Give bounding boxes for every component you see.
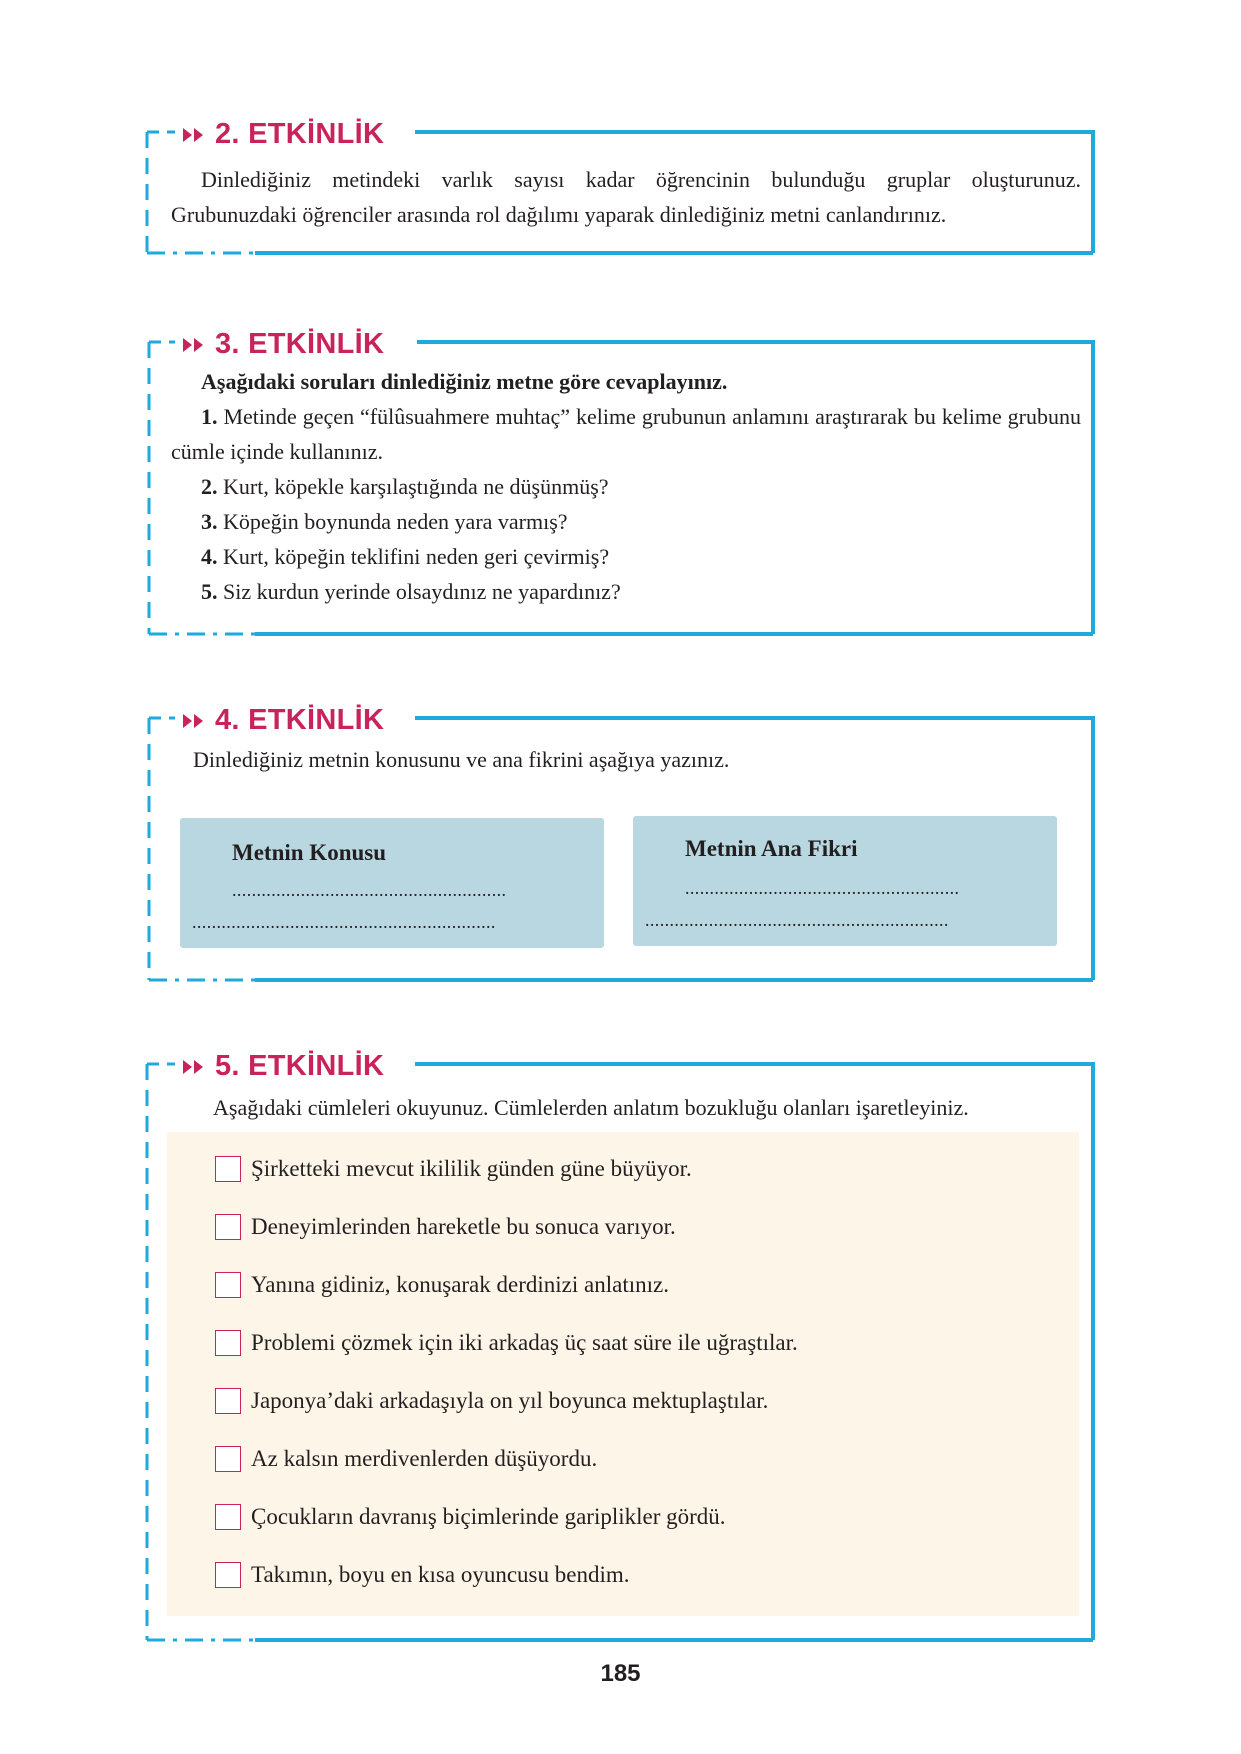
double-arrow-icon	[183, 128, 205, 142]
checkbox[interactable]	[215, 1446, 241, 1472]
main-idea-card	[633, 816, 1057, 946]
question-3: 3. Köpeğin boynunda neden yara varmış?	[201, 509, 568, 534]
activity-instruction: Dinlediğiniz metnin konusunu ve ana fikrini aşağıya yazınız.	[193, 747, 730, 772]
page-number: 185	[600, 1660, 641, 1687]
card-title: Metnin Ana Fikri	[685, 836, 858, 861]
double-arrow-icon	[183, 714, 205, 728]
sentence-text: Deneyimlerinden hareketle bu sonuca varıyor.	[251, 1214, 676, 1239]
checkbox[interactable]	[215, 1330, 241, 1356]
activity-title: 3. ETKİNLİK	[215, 328, 385, 360]
sentence-item	[215, 1562, 629, 1588]
topic-card	[180, 818, 604, 948]
card-title: Metnin Konusu	[232, 840, 387, 865]
sentence-item	[215, 1388, 768, 1414]
double-arrow-icon	[183, 338, 205, 352]
sentence-panel	[167, 1132, 1079, 1616]
activity-title: 4. ETKİNLİK	[215, 704, 385, 736]
sentence-item	[215, 1446, 597, 1472]
sentence-text: Şirketteki mevcut ikililik günden güne büyüyor.	[251, 1156, 692, 1181]
activity-5	[145, 1050, 1095, 1642]
checkbox[interactable]	[215, 1214, 241, 1240]
checkbox[interactable]	[215, 1156, 241, 1182]
activity-body	[171, 364, 1081, 609]
checkbox[interactable]	[215, 1504, 241, 1530]
checkbox[interactable]	[215, 1388, 241, 1414]
sentence-item	[215, 1214, 676, 1240]
sentence-item	[215, 1156, 692, 1182]
sentence-text: Az kalsın merdivenlerden düşüyordu.	[251, 1446, 598, 1471]
sentence-text: Yanına gidiniz, konuşarak derdinizi anlatınız.	[251, 1272, 669, 1297]
question-1: 1. Metinde geçen “fülûsuahmere muhtaç” kelime grubunun anlamını araştırarak bu kelime grubunu cümle içinde kullanınız.	[171, 404, 1082, 464]
activity-heading	[183, 704, 398, 737]
activity-paragraph: Dinlediğiniz metindeki varlık sayısı kadar öğrencinin bulunduğu gruplar oluşturunuz. Grubunuzdaki öğrenciler arasında rol dağılımı yaparak dinlediğiniz metni canlandırınız.	[171, 167, 1081, 227]
activity-heading	[183, 118, 398, 151]
answer-line[interactable]: ........................................................	[232, 880, 507, 900]
activity-title: 2. ETKİNLİK	[215, 118, 385, 150]
sentence-text: Problemi çözmek için iki arkadaş üç saat süre ile uğraştılar.	[251, 1330, 798, 1355]
activity-4	[145, 704, 1095, 982]
answer-line[interactable]: ..............................................................	[192, 912, 496, 932]
checkbox[interactable]	[215, 1562, 241, 1588]
double-arrow-icon	[183, 1060, 205, 1074]
answer-line[interactable]: ..............................................................	[645, 910, 949, 930]
activity-title: 5. ETKİNLİK	[215, 1050, 385, 1082]
question-5: 5. Siz kurdun yerinde olsaydınız ne yapardınız?	[201, 579, 621, 604]
activity-3	[145, 328, 1095, 636]
activity-heading	[183, 328, 398, 361]
sentence-item	[215, 1504, 726, 1530]
activity-instruction: Aşağıdaki soruları dinlediğiniz metne göre cevaplayınız.	[201, 369, 728, 394]
activity-heading	[183, 1050, 398, 1083]
sentence-text: Çocukların davranış biçimlerinde gariplikler gördü.	[251, 1504, 726, 1529]
answer-line[interactable]: ........................................................	[685, 878, 960, 898]
sentence-text: Takımın, boyu en kısa oyuncusu bendim.	[251, 1562, 630, 1587]
activity-body	[171, 162, 1081, 232]
activity-instruction: Aşağıdaki cümleleri okuyunuz. Cümlelerden anlatım bozukluğu olanları işaretleyiniz.	[213, 1095, 969, 1120]
question-2: 2. Kurt, köpekle karşılaştığında ne düşünmüş?	[201, 474, 609, 499]
sentence-item	[215, 1330, 798, 1356]
activity-2	[145, 118, 1095, 254]
sentence-item	[215, 1272, 669, 1298]
question-4: 4. Kurt, köpeğin teklifini neden geri çevirmiş?	[201, 544, 610, 569]
checkbox[interactable]	[215, 1272, 241, 1298]
sentence-text: Japonya’daki arkadaşıyla on yıl boyunca mektuplaştılar.	[251, 1388, 769, 1413]
